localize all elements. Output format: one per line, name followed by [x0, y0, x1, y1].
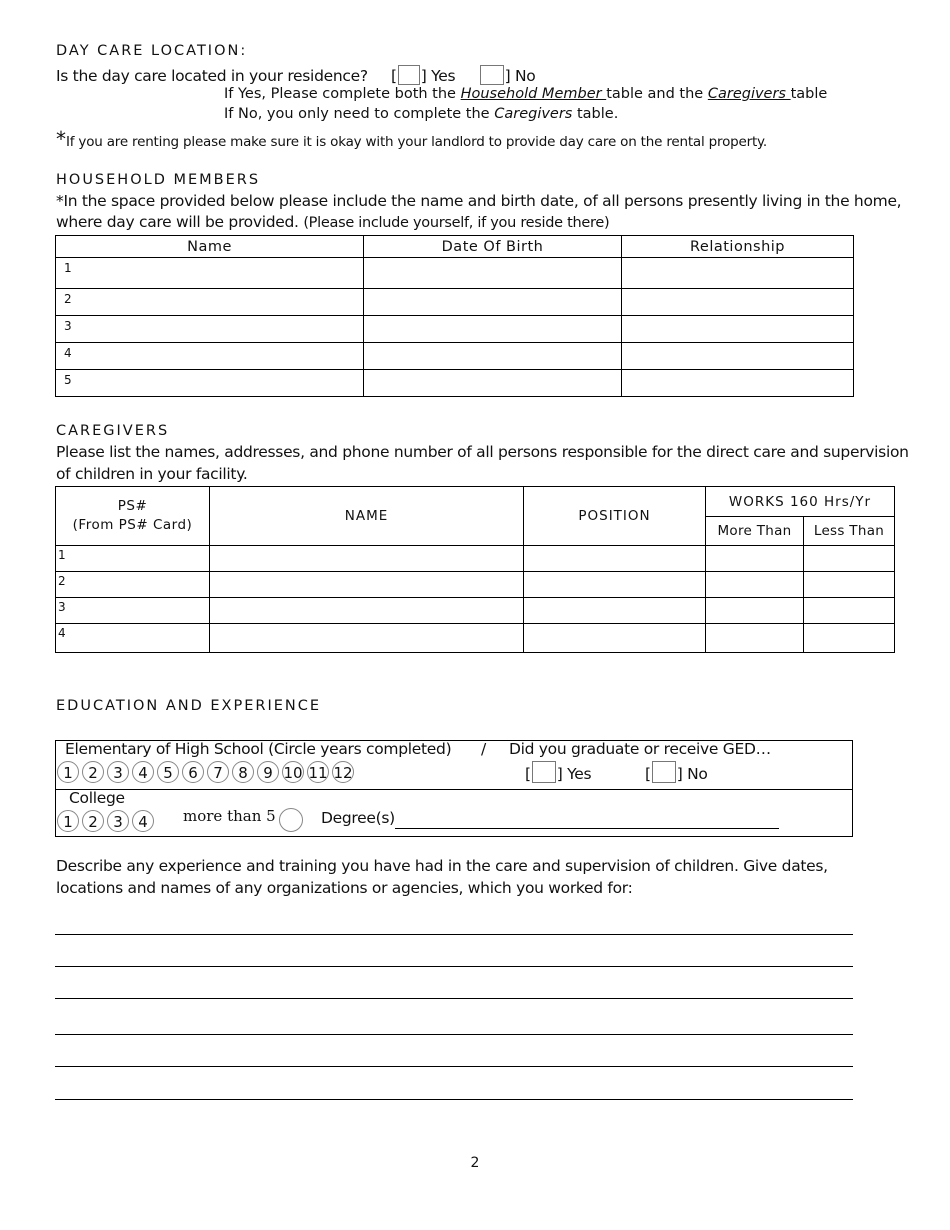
caregivers-intro-2: of children in your facility.	[56, 465, 248, 483]
caregiver-more-cell[interactable]	[706, 624, 804, 653]
household-row-number[interactable]: 1	[56, 258, 364, 289]
household-heading: HOUSEHOLD MEMBERS	[56, 172, 261, 188]
col-works-160: WORKS 160 Hrs/Yr	[706, 487, 895, 517]
caregiver-row-number[interactable]: 4	[56, 624, 210, 653]
household-member-ref: Household Member	[460, 86, 607, 102]
daycare-heading: DAY CARE LOCATION:	[56, 43, 248, 59]
more-than-5-circle[interactable]	[279, 808, 306, 836]
experience-writing-line[interactable]	[55, 966, 853, 967]
caregiver-less-cell[interactable]	[804, 598, 895, 624]
caregiver-position-cell[interactable]	[524, 546, 706, 572]
year-circle[interactable]: 1	[57, 761, 79, 783]
household-relationship-cell[interactable]	[622, 316, 854, 343]
household-dob-cell[interactable]	[364, 289, 622, 316]
degree-label: Degree(s)	[321, 809, 395, 827]
caregiver-name-cell[interactable]	[210, 546, 524, 572]
caregiver-name-cell[interactable]	[210, 572, 524, 598]
caregiver-more-cell[interactable]	[706, 546, 804, 572]
instruction-text: table	[790, 86, 828, 102]
caregiver-row-number[interactable]: 2	[56, 572, 210, 598]
ged-yes-group	[525, 761, 591, 783]
household-relationship-cell[interactable]	[622, 343, 854, 370]
caregiver-position-cell[interactable]	[524, 598, 706, 624]
caregivers-ref: Caregivers	[707, 86, 791, 102]
college-label: College	[69, 789, 125, 807]
col-name: Name	[56, 236, 364, 258]
rental-note	[56, 127, 767, 151]
describe-line-2: locations and names of any organizations or agencies, which you worked for:	[56, 879, 633, 897]
ged-no-bracket: [	[645, 765, 651, 783]
degree-input-line[interactable]	[395, 828, 779, 829]
intro-text: where day care will be provided.	[56, 213, 299, 231]
daycare-instruction-yes	[224, 86, 827, 102]
caregiver-less-cell[interactable]	[804, 624, 895, 653]
ged-no-group	[645, 761, 708, 783]
ged-yes-label: ] Yes	[556, 765, 592, 783]
household-intro-2	[56, 213, 609, 231]
instruction-text: table.	[576, 106, 619, 122]
household-row-number[interactable]: 3	[56, 316, 364, 343]
caregiver-less-cell[interactable]	[804, 546, 895, 572]
caregivers-intro-1: Please list the names, addresses, and phone number of all persons responsible for the direct care and supervision	[56, 443, 909, 461]
col-date-of-birth: Date Of Birth	[364, 236, 622, 258]
household-intro-1: *In the space provided below please include the name and birth date, of all persons presently living in the home,	[56, 192, 902, 210]
caregiver-name-cell[interactable]	[210, 624, 524, 653]
note-asterisk: *	[56, 127, 66, 151]
col-position: POSITION	[524, 487, 706, 546]
ged-no-label: ] No	[676, 765, 708, 783]
residence-no-checkbox[interactable]	[480, 65, 504, 85]
year-circle[interactable]: 9	[257, 761, 279, 783]
daycare-question-row	[56, 65, 535, 85]
residence-no-label: ] No	[504, 67, 536, 85]
ged-no-checkbox[interactable]	[652, 761, 676, 783]
household-dob-cell[interactable]	[364, 316, 622, 343]
household-row-number[interactable]: 2	[56, 289, 364, 316]
year-circle[interactable]: 2	[82, 761, 104, 783]
caregiver-row-number[interactable]: 3	[56, 598, 210, 624]
col-more-than: More Than	[706, 517, 804, 546]
yes-bracket: [	[391, 67, 397, 85]
household-dob-cell[interactable]	[364, 370, 622, 397]
more-than-5-label: more than 5	[183, 807, 276, 825]
year-circle[interactable]: 8	[232, 761, 254, 783]
caregiver-less-cell[interactable]	[804, 572, 895, 598]
household-dob-cell[interactable]	[364, 258, 622, 289]
college-year-circle[interactable]: 4	[132, 810, 154, 832]
note-text: If you are renting please make sure it is okay with your landlord to provide day care on the rental property.	[66, 134, 767, 150]
household-row-number[interactable]: 5	[56, 370, 364, 397]
year-circle[interactable]: 5	[157, 761, 179, 783]
year-circle[interactable]: 7	[207, 761, 229, 783]
household-table	[55, 235, 854, 397]
instruction-text: If No, you only need to complete the	[224, 106, 490, 122]
caregivers-heading: CAREGIVERS	[56, 423, 170, 439]
household-relationship-cell[interactable]	[622, 289, 854, 316]
year-circle[interactable]: 10	[282, 761, 304, 783]
caregivers-ref: Caregivers	[494, 106, 573, 122]
year-circle[interactable]: 3	[107, 761, 129, 783]
experience-writing-line[interactable]	[55, 934, 853, 935]
caregiver-row-number[interactable]: 1	[56, 546, 210, 572]
experience-writing-line[interactable]	[55, 998, 853, 999]
experience-writing-line[interactable]	[55, 1034, 853, 1035]
household-relationship-cell[interactable]	[622, 258, 854, 289]
household-relationship-cell[interactable]	[622, 370, 854, 397]
instruction-text: If Yes, Please complete both the	[224, 86, 456, 102]
daycare-instruction-no	[224, 106, 618, 122]
experience-writing-line[interactable]	[55, 1099, 853, 1100]
caregiver-more-cell[interactable]	[706, 572, 804, 598]
experience-writing-line[interactable]	[55, 1066, 853, 1067]
caregiver-position-cell[interactable]	[524, 624, 706, 653]
education-divider	[56, 789, 852, 790]
slash-separator: /	[481, 740, 486, 758]
col-relationship: Relationship	[622, 236, 854, 258]
intro-note: (Please include yourself, if you reside there)	[303, 215, 610, 231]
college-year-circle[interactable]: 3	[107, 810, 129, 832]
residence-yes-label: ] Yes	[420, 67, 456, 85]
caregiver-name-cell[interactable]	[210, 598, 524, 624]
college-year-circle[interactable]: 2	[82, 810, 104, 832]
instruction-text: table and the	[606, 86, 704, 102]
year-circle[interactable]: 6	[182, 761, 204, 783]
page-number: 2	[470, 1155, 480, 1171]
college-years-row	[57, 810, 157, 832]
col-ps-sublabel: (From PS# Card)	[72, 517, 193, 533]
caregivers-table	[55, 486, 895, 653]
col-caregiver-name: NAME	[210, 487, 524, 546]
elementary-label: Elementary of High School (Circle years completed)	[65, 740, 452, 758]
household-row-number[interactable]: 4	[56, 343, 364, 370]
education-heading: EDUCATION AND EXPERIENCE	[56, 698, 322, 714]
ged-yes-checkbox[interactable]	[532, 761, 556, 783]
describe-line-1: Describe any experience and training you have had in the care and supervision of children. Give dates,	[56, 857, 828, 875]
col-less-than: Less Than	[804, 517, 895, 546]
household-dob-cell[interactable]	[364, 343, 622, 370]
school-years-row	[57, 761, 357, 783]
caregiver-more-cell[interactable]	[706, 598, 804, 624]
caregiver-position-cell[interactable]	[524, 572, 706, 598]
ged-label: Did you graduate or receive GED…	[509, 740, 771, 758]
ged-yes-bracket: [	[525, 765, 531, 783]
year-circle[interactable]: 4	[132, 761, 154, 783]
year-circle[interactable]: 11	[307, 761, 329, 783]
col-ps-number	[56, 487, 210, 546]
year-circle[interactable]: 12	[332, 761, 354, 783]
col-ps-label: PS#	[117, 498, 148, 514]
daycare-question: Is the day care located in your residence?	[56, 67, 368, 85]
college-year-circle[interactable]: 1	[57, 810, 79, 832]
residence-yes-checkbox[interactable]	[398, 65, 420, 85]
